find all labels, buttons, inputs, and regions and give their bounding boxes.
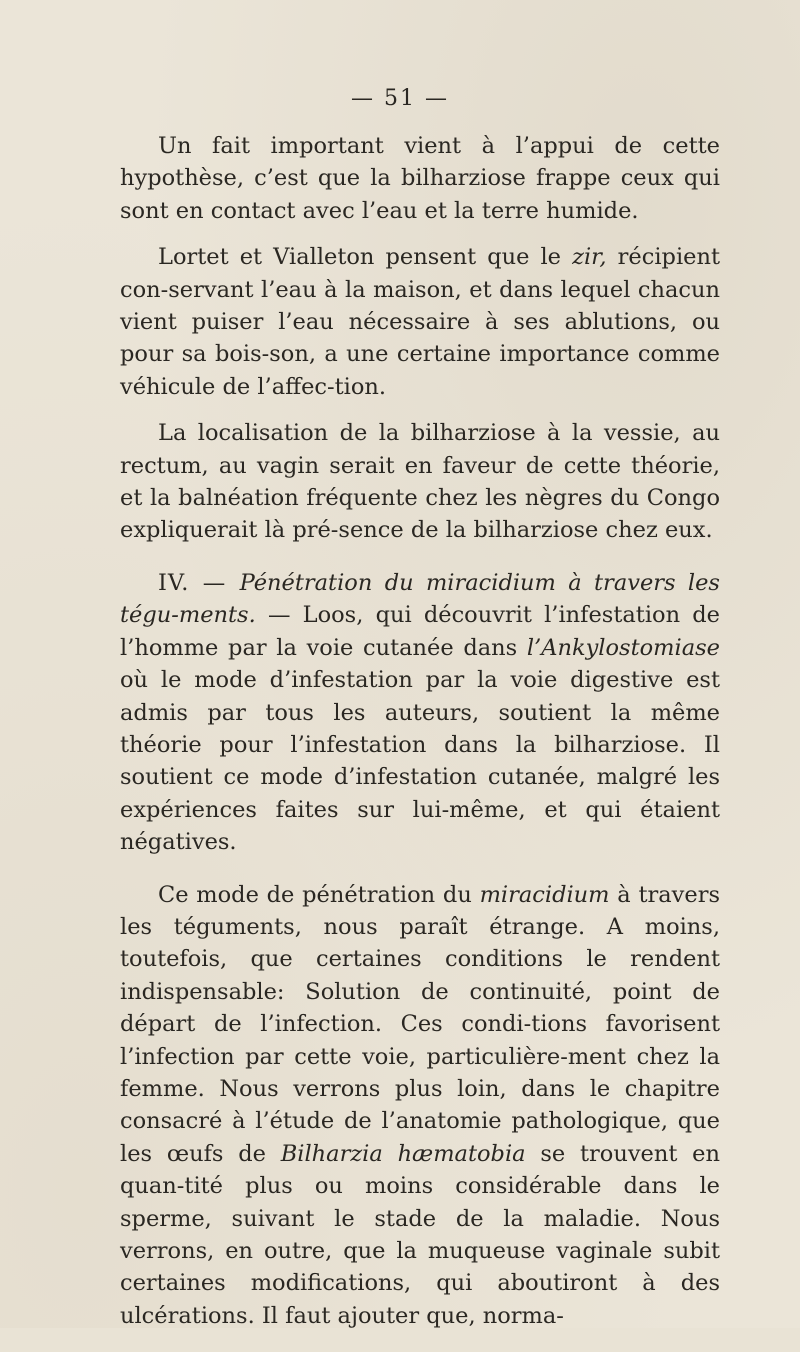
term-ankylostomiase: l’Ankylostomiase <box>526 634 720 661</box>
paragraph-5: Ce mode de pénétration du miracidium à travers les téguments, nous paraît étrange. A moins, toutefois, que certaines conditions le rendent indispensable: Solution de continuité, point de départ de l’infection. Ces condi-tions favorisent l’infection par cette voie, particulière-ment chez la femme. Nous verrons plus loin, dans le chapitre consacré à l’étude de l’anatomie pathologique, que les œufs de Bilharzia hæmatobia se trouvent en quan-tité plus ou moins considérable dans le sperme, suivant le stade de la maladie. Nous verrons, en outre, que la muqueuse vaginale subit certaines modifications, qui aboutiront à des ulcérations. Il faut ajouter que, norma- <box>120 881 720 1329</box>
paragraph-3: La localisation de la bilharziose à la vessie, au rectum, au vagin serait en faveur de cette théorie, et la balnéation fréquente chez les nègres du Congo expliquerait là pré-sence de la bilharziose chez eux. <box>120 420 720 544</box>
term-miracidium: miracidium <box>479 881 610 908</box>
term-zir: zir, <box>572 244 607 271</box>
body-text <box>120 130 720 1352</box>
section-title: Pénétration du miracidium à travers les tégu-ments. <box>120 569 720 629</box>
page-number: — 51 — <box>351 86 449 111</box>
paragraph-1: Un fait important vient à l’appui de cette hypothèse, c’est que la bilharziose frappe ceux qui sont en contact avec l’eau et la terre humide. <box>120 133 720 224</box>
term-bilharzia-haematobia: Bilharzia hæmatobia <box>280 1140 526 1167</box>
paragraph-2: Lortet et Vialleton pensent que le zir, récipient con-servant l’eau à la maison, et dans lequel chacun vient puiser l’eau nécessaire à ses ablutions, ou pour sa bois-son, a une certaine importance comme véhicule de l’affec-tion. <box>120 244 720 400</box>
paragraph-4-section-heading: IV. — Pénétration du miracidium à travers les tégu-ments. — Loos, qui découvrit l’infestation de l’homme par la voie cutanée dans l’Ankylostomiase où le mode d’infestation par la voie digestive est admis par tous les auteurs, soutient la même théorie pour l’infestation dans la bilharziose. Il soutient ce mode d’infestation cutanée, malgré les expériences faites sur lui-même, et qui étaient négatives. <box>120 569 720 856</box>
